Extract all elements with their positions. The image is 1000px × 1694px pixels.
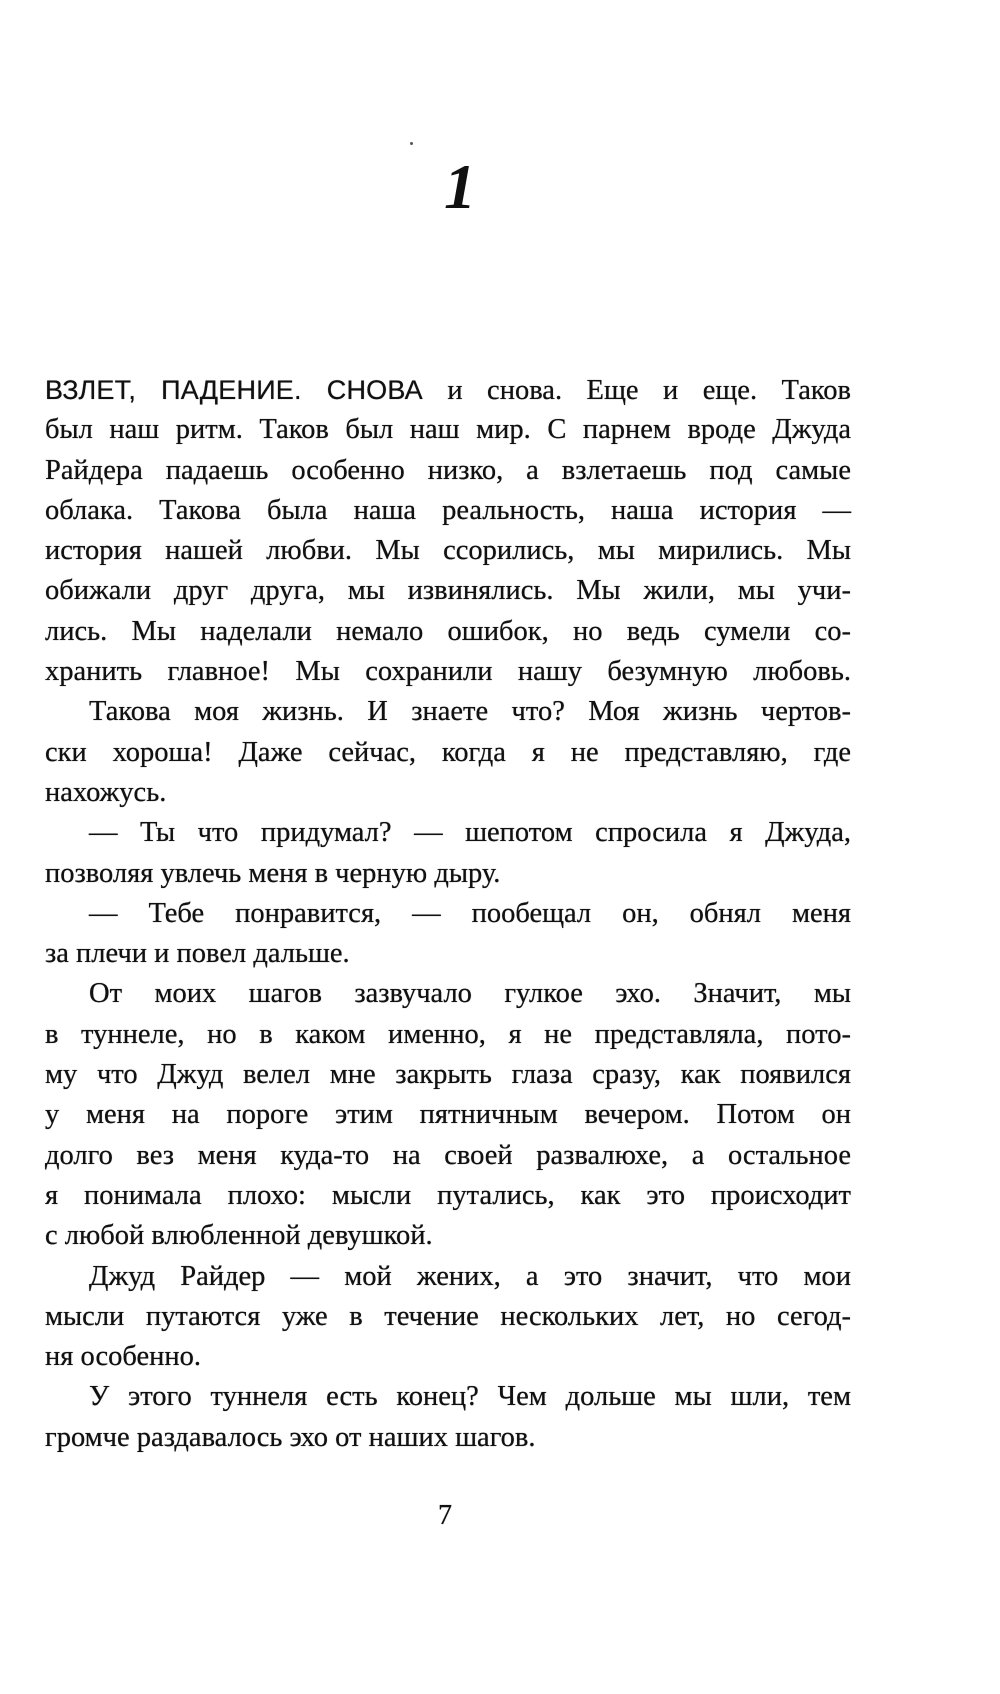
text-line: му что Джуд велел мне закрыть глаза сразу, как появился: [45, 1059, 851, 1091]
text-line: — Ты что придумал? — шепотом спросила я Джуда,: [89, 817, 851, 849]
text-line: нахожусь.: [45, 776, 167, 808]
text-line: ски хороша! Даже сейчас, когда я не представляю, где: [45, 736, 851, 768]
text-line: в туннеле, но в каком именно, я не представляла, пото-: [45, 1018, 851, 1050]
text-line: [45, 370, 851, 410]
page-number: 7: [438, 1500, 452, 1531]
text-line: облака. Такова была наша реальность, наша история —: [45, 494, 851, 526]
text-line: ня особенно.: [45, 1341, 201, 1373]
text-line: долго вез меня куда-то на своей развалюхе, а остальное: [45, 1139, 851, 1171]
text-line: лись. Мы наделали немало ошибок, но ведь сумели со-: [45, 615, 851, 647]
text-line: — Тебе понравится, — пообещал он, обнял меня: [89, 897, 851, 929]
text-line: у меня на пороге этим пятничным вечером. Потом он: [45, 1099, 851, 1131]
text-line: хранить главное! Мы сохранили нашу безумную любовь.: [45, 656, 851, 688]
text-line: с любой влюбленной девушкой.: [45, 1220, 433, 1252]
text-line: позволяя увлечь меня в черную дыру.: [45, 857, 501, 889]
text-line: за плечи и повел дальше.: [45, 938, 350, 970]
text-line: я понимала плохо: мысли путались, как это происходит: [45, 1179, 851, 1211]
scan-speck: [410, 142, 413, 145]
text-line: Райдера падаешь особенно низко, а взлетаешь под самые: [45, 454, 851, 486]
text-line: От моих шагов зазвучало гулкое эхо. Значит, мы: [89, 978, 851, 1010]
text-line: история нашей любви. Мы ссорились, мы мирились. Мы: [45, 535, 851, 567]
text-line: Такова моя жизнь. И знаете что? Моя жизнь чертов-: [89, 696, 851, 728]
chapter-number: 1: [444, 151, 476, 222]
text-line: мысли путаются уже в течение нескольких лет, но сегод-: [45, 1300, 851, 1332]
text-line: громче раздавалось эхо от наших шагов.: [45, 1421, 536, 1453]
body-text: [45, 370, 851, 1458]
chapter-lead-in: ВЗЛЕТ, ПАДЕНИЕ. СНОВА: [45, 375, 423, 405]
text-line: У этого туннеля есть конец? Чем дольше мы шли, тем: [89, 1381, 851, 1413]
text-line: обижали друг друга, мы извинялись. Мы жили, мы учи-: [45, 575, 851, 607]
text-line-rest: и снова. Еще и еще. Таков: [447, 375, 851, 406]
text-line: Джуд Райдер — мой жених, а это значит, что мои: [89, 1260, 851, 1292]
text-line: был наш ритм. Таков был наш мир. С парнем вроде Джуда: [45, 414, 851, 446]
